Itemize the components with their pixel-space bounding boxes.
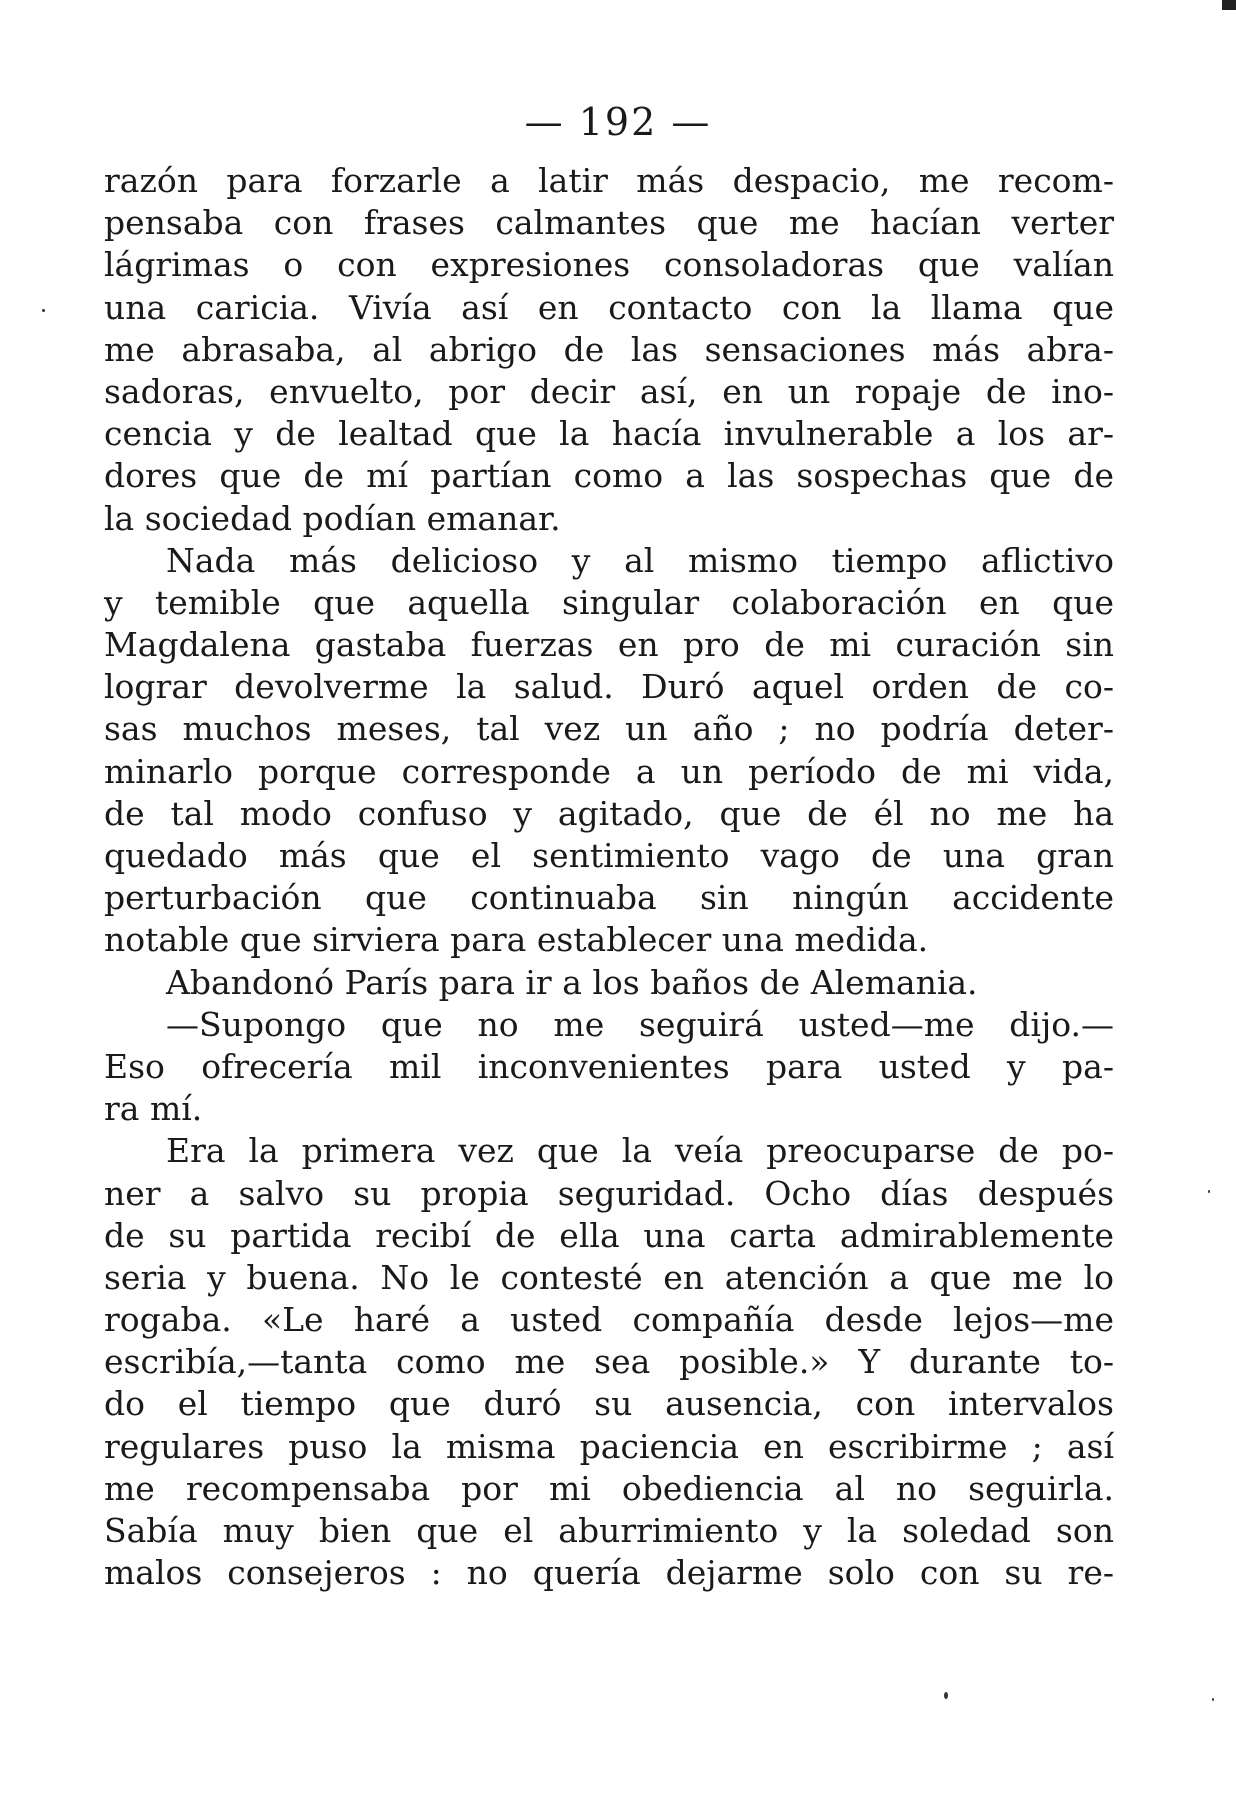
text-line: de su partida recibí de ella una carta admirablemente [104,1215,1114,1255]
text-line: ra mí. [104,1089,203,1129]
text-line: seria y buena. No le contesté en atención a que me lo [104,1257,1114,1297]
text-line: Sabía muy bien que el aburrimiento y la soledad son [104,1511,1114,1550]
text-line: perturbación que continuaba sin ningún accidente [104,878,1114,918]
text-line: sadoras, envuelto, por decir así, en un ropaje de ino- [104,371,1114,411]
scan-corner-mark [1222,0,1236,10]
text-line: sas muchos meses, tal vez un año ; no podría deter- [104,709,1114,749]
scan-speck [944,1692,948,1699]
scan-speck [1208,1190,1210,1193]
text-line: regulares puso la misma paciencia en escribirme ; así [104,1426,1114,1466]
text-line: cencia y de lealtad que la hacía invulnerable a los ar- [104,414,1114,454]
body-text [104,160,1114,1594]
text-line: lograr devolverme la salud. Duró aquel orden de co- [104,667,1114,707]
text-line: do el tiempo que duró su ausencia, con intervalos [104,1384,1114,1424]
scan-speck [1212,1698,1214,1701]
text-line: ner a salvo su propia seguridad. Ocho días después [104,1173,1114,1213]
text-line: de tal modo confuso y agitado, que de él no me ha [104,793,1114,833]
text-line: me recompensaba por mi obediencia al no seguirla. [104,1468,1114,1508]
text-line: pensaba con frases calmantes que me hacían verter [104,203,1114,243]
paragraph-start-line: —Supongo que no me seguirá usted—me dijo.— [166,1004,1114,1044]
text-line: una caricia. Vivía así en contacto con la llama que [104,287,1114,327]
scan-speck [42,309,45,312]
text-line: y temible que aquella singular colaboración en que [104,582,1114,622]
text-line: la sociedad podían emanar. [104,498,561,538]
text-line: minarlo porque corresponde a un período de mi vida, [104,751,1114,791]
paragraph-start-line: Nada más delicioso y al mismo tiempo aflictivo [166,540,1114,580]
paragraph-start-line: Era la primera vez que la veía preocuparse de po- [166,1131,1114,1171]
text-line: dores que de mí partían como a las sospechas que de [104,456,1114,496]
page-number: — 192 — [524,100,712,144]
text-line: Magdalena gastaba fuerzas en pro de mi curación sin [104,625,1114,665]
text-line: notable que sirviera para establecer una medida. [104,920,929,960]
text-line: Eso ofrecería mil inconvenientes para usted y pa- [104,1046,1114,1086]
text-line: razón para forzarle a latir más despacio, me recom- [104,161,1114,200]
text-line: escribía,—tanta como me sea posible.» Y durante to- [104,1342,1114,1382]
text-line: malos consejeros : no quería dejarme solo con su re- [104,1553,1114,1593]
text-line: me abrasaba, al abrigo de las sensaciones más abra- [104,329,1114,369]
text-line: lágrimas o con expresiones consoladoras que valían [104,245,1114,285]
text-line: rogaba. «Le haré a usted compañía desde lejos—me [104,1300,1114,1340]
paragraph-start-line: Abandonó París para ir a los baños de Alemania. [166,962,978,1002]
text-line: quedado más que el sentimiento vago de una gran [104,836,1114,875]
